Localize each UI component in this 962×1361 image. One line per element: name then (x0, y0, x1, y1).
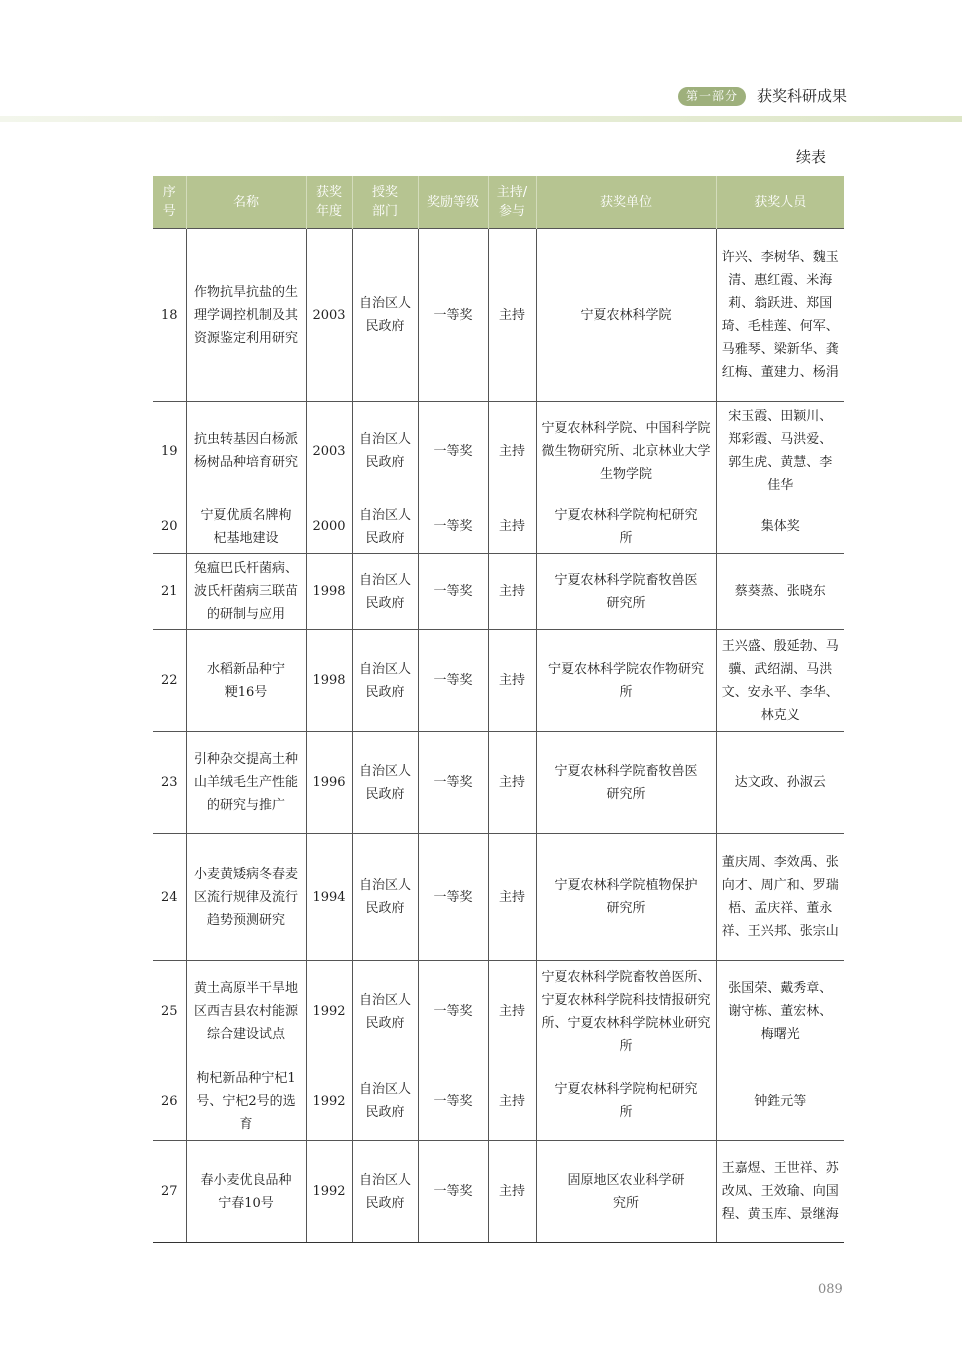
cell-level: 一等奖 (418, 961, 488, 1063)
cell-people: 王嘉煜、王世祥、苏改凤、王效瑜、向国程、黄玉库、景继海 (716, 1141, 844, 1243)
cell-year: 2003 (306, 229, 352, 402)
col-header-role: 主持/参与 (488, 176, 536, 229)
cell-level: 一等奖 (418, 554, 488, 630)
cell-year: 1996 (306, 732, 352, 834)
cell-people: 张国荣、戴秀章、谢守栋、董宏林、梅曙光 (716, 961, 844, 1063)
cell-dept: 自治区人民政府 (352, 1141, 418, 1243)
cell-level: 一等奖 (418, 229, 488, 402)
cell-dept: 自治区人民政府 (352, 229, 418, 402)
cell-year: 1994 (306, 834, 352, 961)
cell-unit: 宁夏农林科学院、中国科学院微生物研究所、北京林业大学生物学院 (536, 402, 716, 501)
cell-unit: 宁夏农林科学院畜牧兽医研究所 (536, 554, 716, 630)
cell-name: 春小麦优良品种宁春10号 (186, 1141, 306, 1243)
cell-no: 23 (153, 732, 186, 834)
section-title: 获奖科研成果 (757, 87, 848, 105)
cell-people: 王兴盛、殷延勃、马骥、武绍湖、马洪文、安永平、李华、林克义 (716, 630, 844, 732)
cell-name: 兔瘟巴氏杆菌病、波氏杆菌病三联苗的研制与应用 (186, 554, 306, 630)
table-row (153, 229, 844, 402)
cell-unit: 宁夏农林科学院 (536, 229, 716, 402)
cell-no: 18 (153, 229, 186, 402)
cell-people: 许兴、李树华、魏玉清、惠红霞、米海莉、翁跃进、郑国琦、毛桂莲、何军、马雅琴、梁新华、龚红梅、董建力、杨涓 (716, 229, 844, 402)
col-header-dept: 授奖部门 (352, 176, 418, 229)
cell-name: 黄土高原半干旱地区西吉县农村能源综合建设试点 (186, 961, 306, 1063)
awards-table (153, 176, 844, 1243)
cell-dept: 自治区人民政府 (352, 1063, 418, 1141)
cell-year: 1998 (306, 554, 352, 630)
cell-unit: 宁夏农林科学院枸杞研究所 (536, 1063, 716, 1141)
table-row (153, 961, 844, 1063)
cell-year: 1992 (306, 961, 352, 1063)
cell-name: 水稻新品种宁粳16号 (186, 630, 306, 732)
table-row (153, 834, 844, 961)
cell-role: 主持 (488, 1063, 536, 1141)
cell-dept: 自治区人民政府 (352, 554, 418, 630)
cell-dept: 自治区人民政府 (352, 834, 418, 961)
cell-unit: 宁夏农林科学院农作物研究所 (536, 630, 716, 732)
continued-label: 续表 (796, 148, 827, 166)
cell-people: 钟鉎元等 (754, 1093, 807, 1109)
cell-no: 21 (153, 554, 186, 630)
cell-name: 引种杂交提高土种山羊绒毛生产性能的研究与推广 (186, 732, 306, 834)
cell-name: 枸杞新品种宁杞1号、宁杞2号的选育 (186, 1063, 306, 1141)
cell-role: 主持 (488, 834, 536, 961)
cell-level: 一等奖 (418, 732, 488, 834)
cell-role: 主持 (488, 229, 536, 402)
cell-level: 一等奖 (418, 1063, 488, 1141)
cell-people: 董庆周、李效禹、张向才、周广和、罗瑞梧、孟庆祥、董永祥、王兴邦、张宗山 (716, 834, 844, 961)
page-number: 089 (818, 1282, 843, 1297)
table-row (153, 732, 844, 834)
cell-people: 集体奖 (760, 519, 800, 535)
col-header-year: 获奖年度 (306, 176, 352, 229)
cell-year: 1998 (306, 630, 352, 732)
cell-dept: 自治区人民政府 (352, 501, 418, 554)
cell-people: 蔡葵蒸、张晓东 (716, 554, 844, 630)
cell-role: 主持 (488, 402, 536, 501)
table-row (153, 554, 844, 630)
cell-role: 主持 (488, 961, 536, 1063)
cell-role: 主持 (488, 732, 536, 834)
cell-level: 一等奖 (418, 501, 488, 554)
header-rule (0, 116, 962, 122)
cell-role: 主持 (488, 630, 536, 732)
cell-dept: 自治区人民政府 (352, 630, 418, 732)
cell-no: 25 (153, 961, 186, 1063)
table-row (153, 1063, 844, 1141)
cell-dept: 自治区人民政府 (352, 402, 418, 501)
col-header-unit: 获奖单位 (536, 176, 716, 229)
cell-unit: 固原地区农业科学研究所 (536, 1141, 716, 1243)
cell-name: 作物抗旱抗盐的生理学调控机制及其资源鉴定利用研究 (186, 229, 306, 402)
cell-level: 一等奖 (418, 834, 488, 961)
cell-no: 24 (153, 834, 186, 961)
cell-year: 1992 (306, 1141, 352, 1243)
cell-year: 2000 (306, 501, 352, 554)
col-header-no: 序号 (153, 176, 186, 229)
cell-level: 一等奖 (418, 1141, 488, 1243)
col-header-people: 获奖人员 (716, 176, 844, 229)
table-row (153, 630, 844, 732)
cell-dept: 自治区人民政府 (352, 732, 418, 834)
col-header-level: 奖励等级 (418, 176, 488, 229)
cell-role: 主持 (488, 554, 536, 630)
cell-role: 主持 (488, 501, 536, 554)
cell-no: 22 (153, 630, 186, 732)
cell-name: 抗虫转基因白杨派杨树品种培育研究 (186, 402, 306, 501)
cell-unit: 宁夏农林科学院畜牧兽医所、宁夏农林科学院科技情报研究所、宁夏农林科学院林业研究所 (536, 961, 716, 1063)
cell-year: 2003 (306, 402, 352, 501)
table-row (153, 402, 844, 501)
table-header-row (153, 176, 844, 229)
cell-no: 27 (153, 1141, 186, 1243)
cell-no: 26 (153, 1063, 186, 1141)
cell-unit: 宁夏农林科学院植物保护研究所 (536, 834, 716, 961)
cell-name: 宁夏优质名牌枸杞基地建设 (186, 501, 306, 554)
cell-year: 1992 (306, 1063, 352, 1141)
cell-role: 主持 (488, 1141, 536, 1243)
table-row (153, 501, 844, 554)
cell-people: 达文政、孙淑云 (716, 732, 844, 834)
cell-unit: 宁夏农林科学院畜牧兽医研究所 (536, 732, 716, 834)
cell-no: 20 (153, 501, 186, 554)
cell-level: 一等奖 (418, 402, 488, 501)
col-header-name: 名称 (186, 176, 306, 229)
cell-people: 宋玉霞、田颖川、郑彩霞、马洪爱、郭生虎、黄慧、李佳华 (716, 402, 844, 501)
cell-no: 19 (153, 402, 186, 501)
cell-level: 一等奖 (418, 630, 488, 732)
cell-name: 小麦黄矮病冬春麦区流行规律及流行趋势预测研究 (186, 834, 306, 961)
table-row (153, 1141, 844, 1243)
cell-dept: 自治区人民政府 (352, 961, 418, 1063)
cell-unit: 宁夏农林科学院枸杞研究所 (536, 501, 716, 554)
section-badge: 第一部分 (678, 87, 746, 106)
